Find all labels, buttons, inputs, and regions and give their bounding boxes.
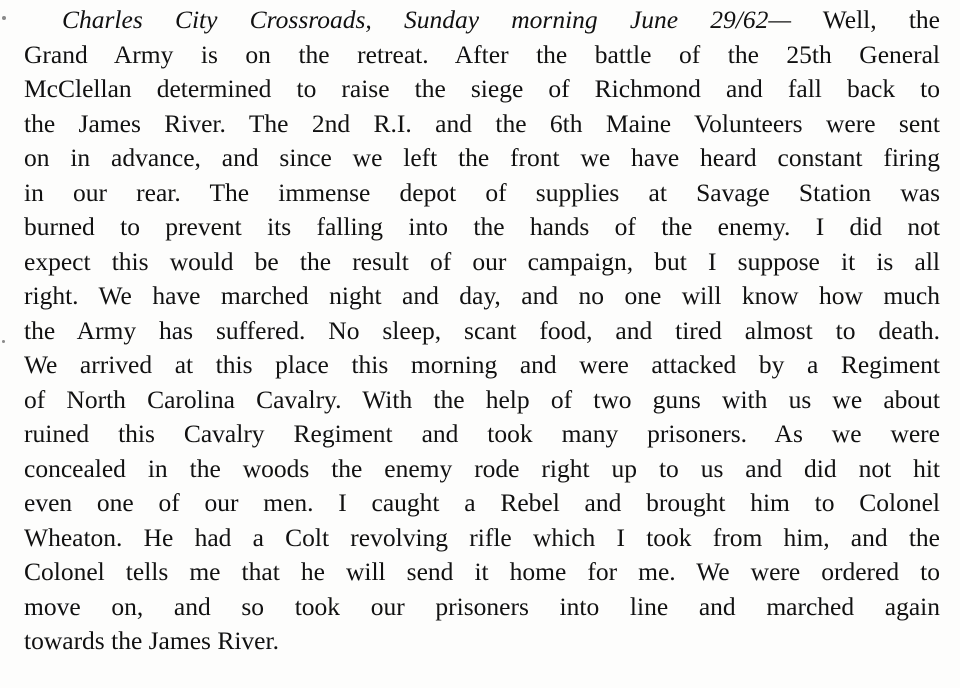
- text-line: expect this would be the result of our campaign, but I suppose it is all: [24, 246, 940, 276]
- text-line: right. We have marched night and day, and no one will know how much: [24, 281, 940, 310]
- diary-entry: [24, 3, 940, 659]
- text-line: ruined this Cavalry Regiment and took many prisoners. As we were: [24, 419, 940, 448]
- text-line: burned to prevent its falling into the hands of the enemy. I did not: [24, 212, 940, 241]
- text-line: Colonel tells me that he will send it home for me. We were ordered to: [24, 557, 940, 586]
- text-line: even one of our men. I caught a Rebel and brought him to Colonel: [24, 488, 940, 517]
- text-line: Wheaton. He had a Colt revolving rifle which I took from him, and the: [24, 522, 940, 552]
- text-line: move on, and so took our prisoners into line and marched again: [24, 591, 940, 621]
- text-line: the James River. The 2nd R.I. and the 6th Maine Volunteers were sent: [24, 108, 940, 138]
- text-line: of North Carolina Cavalry. With the help of two guns with us we about: [24, 384, 940, 414]
- text-line: concealed in the woods the enemy rode right up to us and did not hit: [24, 453, 940, 483]
- text-line: We arrived at this place this morning and were attacked by a Regiment: [24, 350, 940, 379]
- text-line: [24, 3, 940, 38]
- text-line: towards the James River.: [24, 626, 279, 655]
- text-line: McClellan determined to raise the siege of Richmond and fall back to: [24, 74, 940, 103]
- entry-heading: Charles City Crossroads, Sunday morning June 29/62—: [62, 5, 791, 34]
- text-line: Grand Army is on the retreat. After the battle of the 25th General: [24, 39, 940, 69]
- scan-speck: [2, 16, 6, 20]
- line-text: Well, the: [791, 5, 940, 34]
- text-line: on in advance, and since we left the front we have heard constant firing: [24, 143, 940, 172]
- text-line: the Army has suffered. No sleep, scant food, and tired almost to death.: [24, 315, 940, 345]
- text-line: in our rear. The immense depot of supplies at Savage Station was: [24, 177, 940, 207]
- scan-speck: [2, 340, 5, 343]
